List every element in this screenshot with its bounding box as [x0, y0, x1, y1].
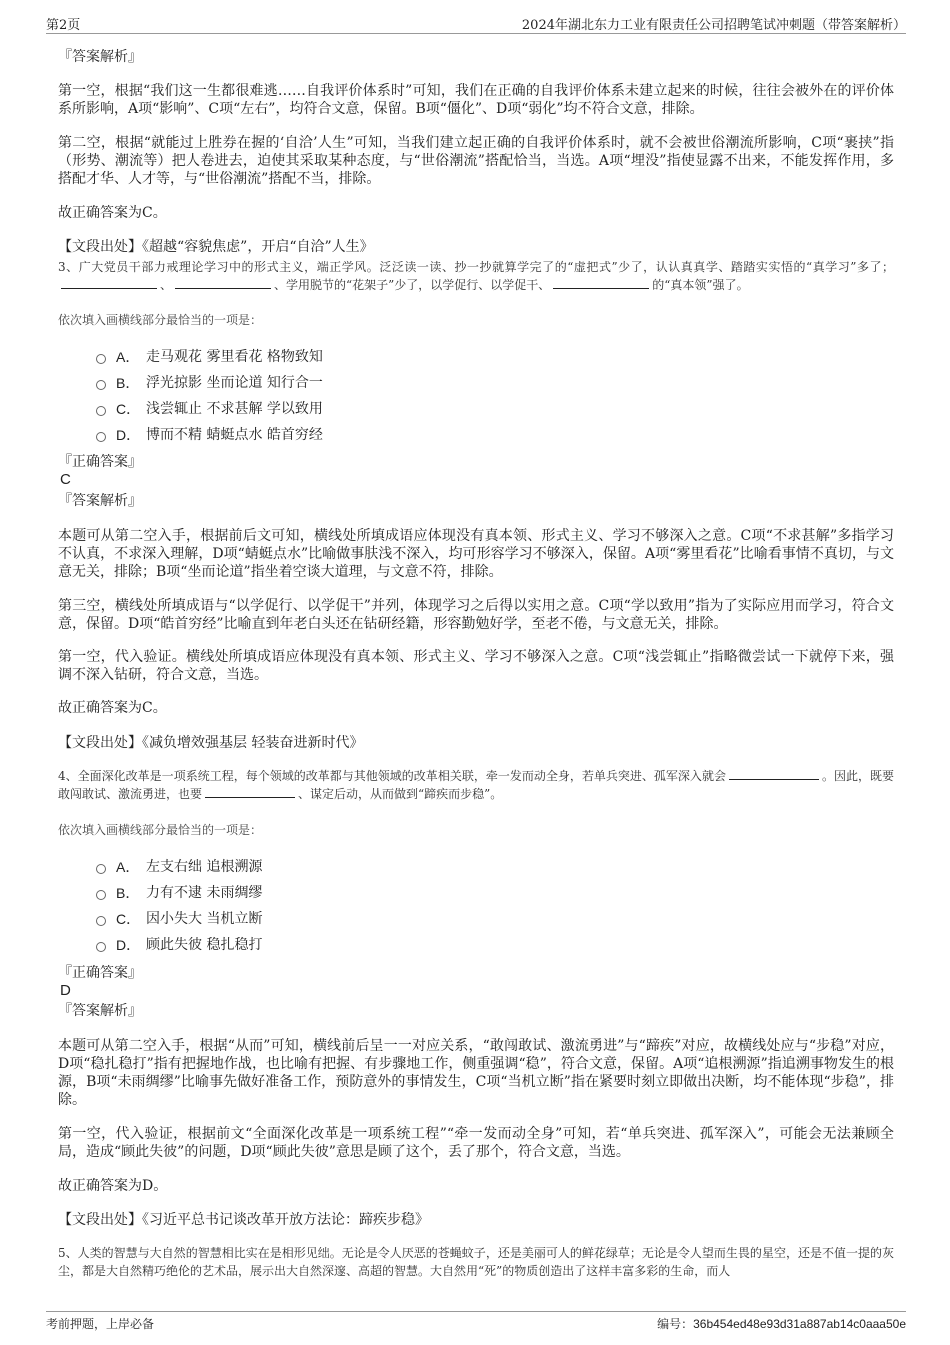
radio-icon[interactable]: [96, 942, 106, 952]
radio-icon[interactable]: [96, 916, 106, 926]
page-footer: [46, 1311, 906, 1333]
source-citation: 【文段出处】《减负增效强基层 轻装奋进新时代》: [58, 735, 364, 751]
analysis-label: 『答案解析』: [58, 49, 142, 65]
source-citation: 【文段出处】《超越“容貌焦虑”，开启“自洽”人生》: [58, 239, 374, 255]
question-stem: 4、全面深化改革是一项系统工程，每个领域的改革都与其他领域的改革相关联，牵一发而动全身，若单兵突进、孤军深入就会 。因此，既要敢闯敢试、激流勇进，也要 、谋定后动，从而做到“蹄疾而步稳”。: [58, 769, 894, 801]
analysis-paragraph: 第一空，代入验证。横线处所填成语应体现没有真本领、形式主义、学习不够深入之意。C项“浅尝辄止”指略微尝试一下就停下来，强调不深入钻研，符合文意，当选。: [58, 649, 894, 683]
correct-answer: C: [60, 471, 71, 488]
analysis-paragraph: 本题可从第二空入手，根据“从而”可知，横线前后呈一一对应关系，“敢闯敢试、激流勇进”与“蹄疾”对应，故横线处应与“步稳”对应，D项“稳扎稳打”指有把握地作战，也比喻有把握、有步骤地工作，侧重强调“稳”，符合文意，保留。A项“追根溯源”指追溯事物发生的根源，B项“未雨绸缪”比喻事先做好准备工作，预防意外的事情发生，C项“当机立断”指在紧要时刻立即做出决断，均不能体现“步稳”，排除。: [58, 1038, 894, 1108]
radio-icon[interactable]: [96, 406, 106, 416]
option-c[interactable]: C． 因小失大 当机立断: [96, 910, 262, 928]
conclusion: 故正确答案为C。: [58, 205, 167, 221]
source-citation: 【文段出处】《习近平总书记谈改革开放方法论：蹄疾步稳》: [58, 1212, 429, 1228]
fill-blank[interactable]: [205, 786, 295, 798]
option-a[interactable]: A． 左支右绌 追根溯源: [96, 858, 262, 876]
question-instruction: 依次填入画横线部分最恰当的一项是：: [58, 313, 263, 327]
question-instruction: 依次填入画横线部分最恰当的一项是：: [58, 823, 263, 837]
option-d[interactable]: D． 顾此失彼 稳扎稳打: [96, 936, 262, 954]
option-d[interactable]: D． 博而不精 蜻蜓点水 皓首穷经: [96, 426, 323, 444]
page-header: [46, 14, 906, 34]
document-title: 2024年湖北东力工业有限责任公司招聘笔试冲刺题（带答案解析）: [521, 18, 906, 33]
radio-icon[interactable]: [96, 890, 106, 900]
analysis-paragraph: 本题可从第二空入手，根据前后文可知，横线处所填成语应体现没有真本领、形式主义、学习不够深入之意。C项“不求甚解”多指学习不认真，不求深入理解，D项“蜻蜓点水”比喻做事肤浅不深入，均可形容学习不够深入，保留。A项“雾里看花”比喻看事情不真切，与文意无关，排除；B项“坐而论道”指坐着空谈大道理，与文意不符，排除。: [58, 528, 894, 580]
document-code: 编号：36b454ed48e93d31a887ab14c0aaa50e: [657, 1317, 906, 1331]
footer-slogan: 考前押题，上岸必备: [46, 1317, 155, 1331]
analysis-paragraph: 第一空，根据“我们这一生都很难逃……自我评价体系时”可知，我们在正确的自我评价体系未建立起来的时候，往往会被外在的评价体系所影响，A项“影响”、C项“左右”，均符合文意，保留。B项“僵化”、D项“弱化”均不符合文意，排除。: [58, 83, 894, 117]
analysis-label: 『答案解析』: [58, 1003, 142, 1019]
page-number: 第2页: [46, 18, 81, 33]
correct-answer-label: 『正确答案』: [58, 965, 142, 981]
option-a[interactable]: A． 走马观花 雾里看花 格物致知: [96, 348, 323, 366]
option-b[interactable]: B． 力有不逮 未雨绸缪: [96, 884, 262, 902]
question-stem: 5、人类的智慧与大自然的智慧相比实在是相形见绌。无论是令人厌恶的苍蝇蚊子，还是美丽可人的鲜花绿草；无论是令人望而生畏的星空，还是不值一提的灰尘，都是大自然精巧绝伦的艺术品，展示出大自然深邃、高超的智慧。大自然用“死”的物质创造出了这样丰富多彩的生命，而人: [58, 1246, 894, 1278]
conclusion: 故正确答案为D。: [58, 1178, 168, 1194]
radio-icon[interactable]: [96, 380, 106, 390]
radio-icon[interactable]: [96, 864, 106, 874]
analysis-paragraph: 第二空，根据“就能过上胜券在握的‘自洽’人生”可知，当我们建立起正确的自我评价体系时，就不会被世俗潮流所影响，C项“裹挟”指（形势、潮流等）把人卷进去，迫使其采取某种态度，与“世俗潮流”搭配恰当，当选。A项“埋没”指使显露不出来，不能发挥作用，多搭配才华、人才等，与“世俗潮流”搭配不当，排除。: [58, 135, 894, 187]
analysis-paragraph: 第三空，横线处所填成语与“以学促行、以学促干”并列，体现学习之后得以实用之意。C项“学以致用”指为了实际应用而学习，符合文意，保留。D项“皓首穷经”比喻直到年老白头还在钻研经籍，形容勤勉好学，至老不倦，与文意无关，排除。: [58, 598, 894, 632]
question-stem: 3、广大党员干部力戒理论学习中的形式主义，端正学风。泛泛读一读、抄一抄就算学完了的“虚把式”少了，认认真真学、踏踏实实悟的“真学习”多了；、 、学用脱节的“花架子”少了，以学促行、以学促干、 的“真本领”强了。: [58, 260, 894, 292]
correct-answer: D: [60, 982, 71, 999]
fill-blank[interactable]: [729, 768, 819, 780]
fill-blank[interactable]: [61, 277, 157, 289]
option-c[interactable]: C． 浅尝辄止 不求甚解 学以致用: [96, 400, 323, 418]
correct-answer-label: 『正确答案』: [58, 454, 142, 470]
option-b[interactable]: B． 浮光掠影 坐而论道 知行合一: [96, 374, 323, 392]
conclusion: 故正确答案为C。: [58, 700, 167, 716]
analysis-paragraph: 第一空，代入验证，根据前文“全面深化改革是一项系统工程”“牵一发而动全身”可知，若“单兵突进、孤军深入”，可能会无法兼顾全局，造成“顾此失彼”的问题，D项“顾此失彼”意思是顾了这个，丢了那个，符合文意，当选。: [58, 1126, 894, 1160]
fill-blank[interactable]: [175, 277, 271, 289]
radio-icon[interactable]: [96, 354, 106, 364]
fill-blank[interactable]: [553, 277, 649, 289]
radio-icon[interactable]: [96, 432, 106, 442]
analysis-label: 『答案解析』: [58, 493, 142, 509]
